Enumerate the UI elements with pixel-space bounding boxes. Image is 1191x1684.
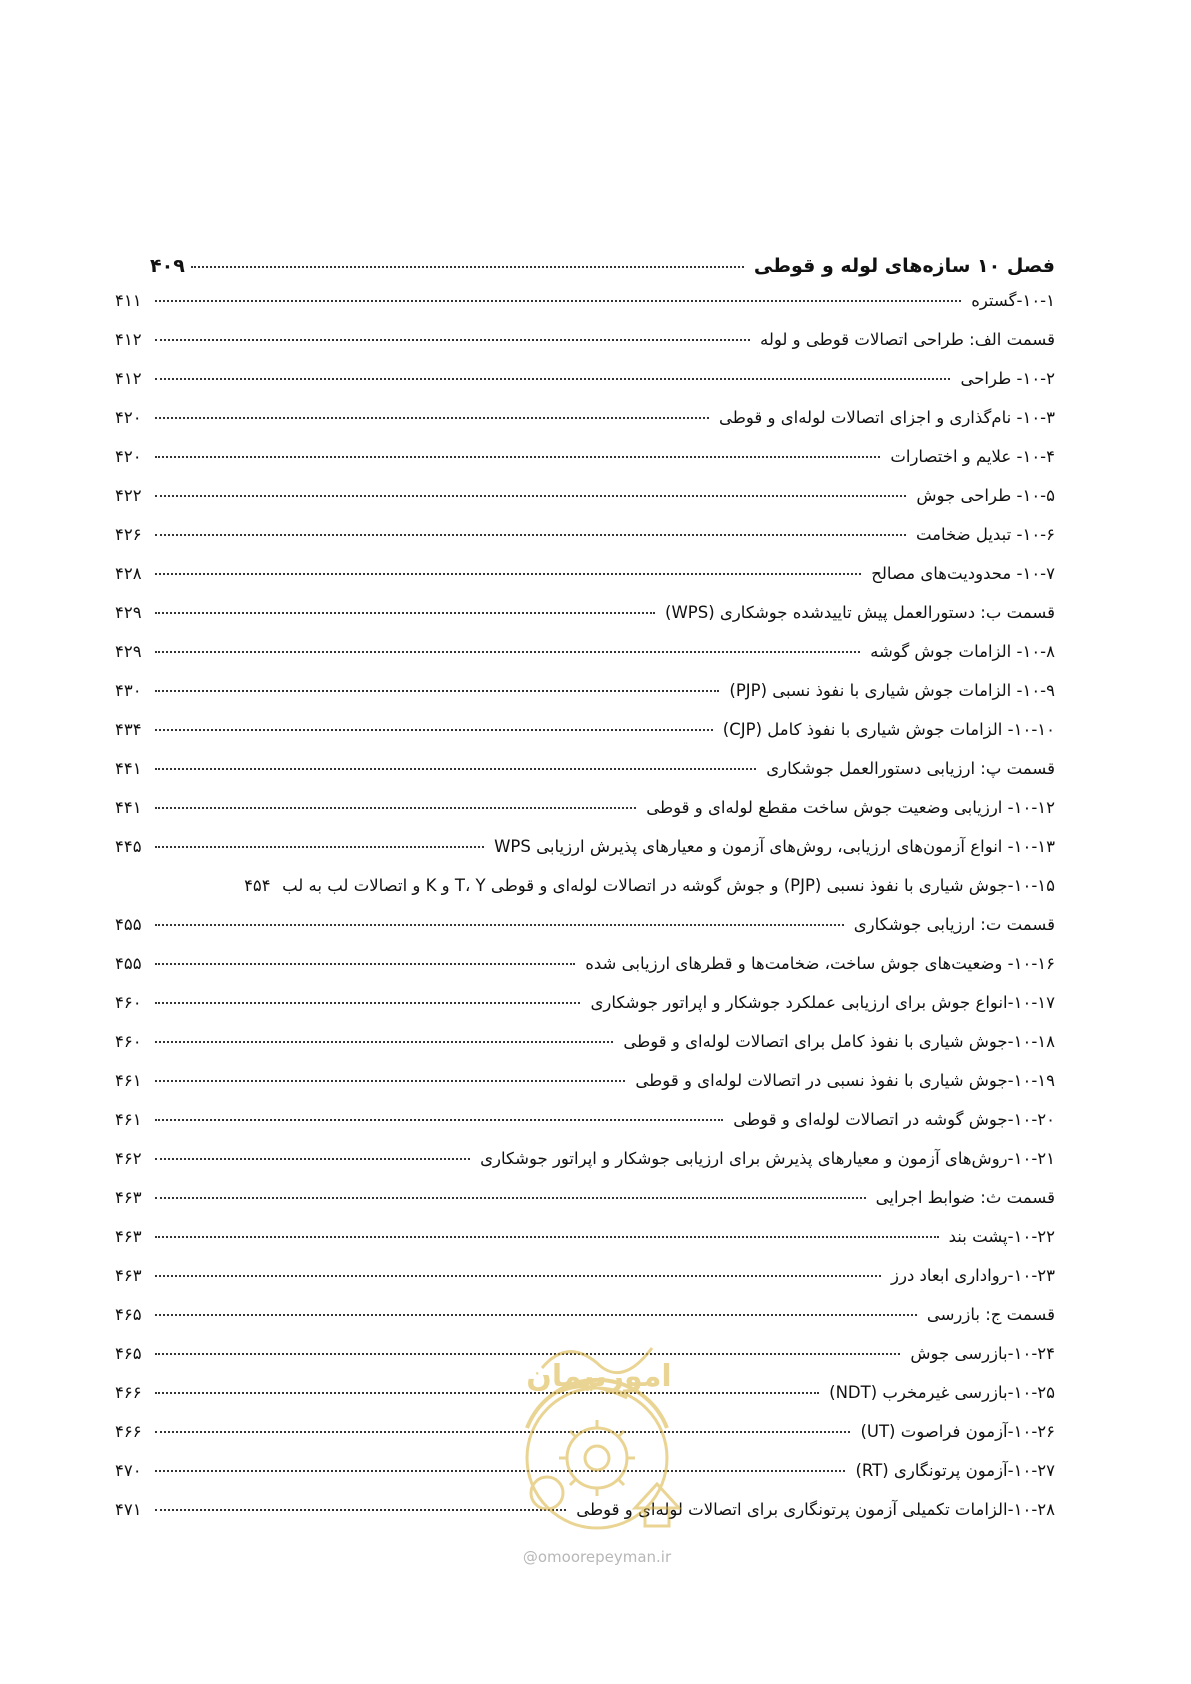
toc-entry-page-number: ۴۶۰ [115, 993, 142, 1012]
toc-entry-title: ۱۰-۴- علایم و اختصارات [890, 447, 1055, 466]
dot-leader [155, 339, 750, 341]
dot-leader [155, 807, 636, 809]
dot-leader [155, 495, 906, 497]
toc-entry[interactable] [115, 798, 1055, 837]
toc-entry-title: ۱۰-۸- الزامات جوش گوشه [870, 642, 1055, 661]
dot-leader [155, 729, 713, 731]
dot-leader [155, 1197, 866, 1199]
chapter-title: فصل ۱۰ سازه‌های لوله و قوطی [753, 255, 1055, 277]
toc-entry-page-number: ۴۵۵ [115, 915, 142, 934]
toc-entry-title: ۱۰-۱۵-جوش شیاری با نفوذ نسبی (PJP) و جوش گوشه در اتصالات لوله‌ای و قوطی T، Y و K و اتصالات لب به لب [282, 876, 1055, 895]
toc-entry-title: ۱۰-۱۶- وضعیت‌های جوش ساخت، ضخامت‌ها و قطرهای ارزیابی شده [585, 954, 1055, 973]
toc-entry-page-number: ۴۲۹ [115, 642, 142, 661]
toc-entry-title: ۱۰-۲۵-بازرسی غیرمخرب (NDT) [829, 1383, 1055, 1402]
toc-entry-page-number: ۴۴۱ [115, 759, 142, 778]
toc-entry-title: قسمت ت: ارزیابی جوشکاری [853, 915, 1055, 934]
dot-leader [155, 534, 906, 536]
toc-entry[interactable] [115, 915, 1055, 954]
toc-entry[interactable] [115, 291, 1055, 330]
toc-entry-page-number: ۴۷۱ [115, 1500, 142, 1519]
toc-entry[interactable] [115, 681, 1055, 720]
toc-entry-page-number: ۴۳۰ [115, 681, 142, 700]
toc-entry-page-number: ۴۶۰ [115, 1032, 142, 1051]
watermark-logo-text: امورپیمان [526, 1359, 672, 1394]
toc-entry[interactable] [115, 720, 1055, 759]
toc-entry-title: ۱۰-۲۳-رواداری ابعاد درز [891, 1266, 1055, 1285]
toc-entry-page-number: ۴۶۳ [115, 1188, 142, 1207]
toc-entry-page-number: ۴۲۰ [115, 447, 142, 466]
toc-entry[interactable] [115, 564, 1055, 603]
dot-leader [155, 1002, 580, 1004]
dot-leader [155, 300, 961, 302]
dot-leader [155, 417, 709, 419]
toc-entry[interactable] [115, 837, 1055, 876]
toc-entry[interactable] [115, 1188, 1055, 1227]
toc-entry-page-number: ۴۵۴ [244, 876, 271, 895]
toc-entry-title: ۱۰-۱۳- انواع آزمون‌های ارزیابی، روش‌های آزمون و معیارهای پذیرش ارزیابی WPS [494, 837, 1055, 856]
dot-leader [155, 612, 655, 614]
toc-entry-title: ۱۰-۱-گستره [971, 291, 1055, 310]
toc-entry-title: قسمت پ: ارزیابی دستورالعمل جوشکاری [766, 759, 1055, 778]
toc-entry[interactable] [115, 1149, 1055, 1188]
toc-entry-title: ۱۰-۱۸-جوش شیاری با نفوذ کامل برای اتصالات لوله‌ای و قوطی [623, 1032, 1055, 1051]
toc-entry-page-number: ۴۱۲ [115, 369, 142, 388]
toc-entry-title: ۱۰-۱۹-جوش شیاری با نفوذ نسبی در اتصالات لوله‌ای و قوطی [635, 1071, 1055, 1090]
toc-entry[interactable] [115, 408, 1055, 447]
toc-entry-page-number: ۴۴۱ [115, 798, 142, 817]
toc-entry-title: ۱۰-۲۷-آزمون پرتونگاری (RT) [855, 1461, 1055, 1480]
toc-entry[interactable] [115, 1227, 1055, 1266]
toc-entry-page-number: ۴۳۴ [115, 720, 142, 739]
toc-entry-title: ۱۰-۹- الزامات جوش شیاری با نفوذ نسبی (PJP) [729, 681, 1055, 700]
toc-entry[interactable] [115, 447, 1055, 486]
toc-entry-title: ۱۰-۲- طراحی [960, 369, 1055, 388]
toc-entry-page-number: ۴۲۸ [115, 564, 142, 583]
toc-entry-page-number: ۴۵۵ [115, 954, 142, 973]
toc-entry-title: قسمت ب: دستورالعمل پیش تاییدشده جوشکاری (WPS) [665, 603, 1055, 622]
dot-leader [155, 378, 950, 380]
toc-entry-title: ۱۰-۶- تبدیل ضخامت [915, 525, 1055, 544]
watermark-logo [487, 1308, 707, 1558]
toc-entry-page-number: ۴۴۵ [115, 837, 142, 856]
dot-leader [155, 963, 575, 965]
dot-leader [155, 1236, 939, 1238]
toc-entry-page-number: ۴۱۲ [115, 330, 142, 349]
dot-leader [155, 1080, 625, 1082]
toc-entry[interactable] [115, 1071, 1055, 1110]
toc-entry-page-number: ۴۶۱ [115, 1110, 142, 1129]
toc-entry-page-number: ۴۲۰ [115, 408, 142, 427]
toc-entry-page-number: ۴۱۱ [115, 291, 142, 310]
toc-entry-title: ۱۰-۱۲- ارزیابی وضعیت جوش ساخت مقطع لوله‌ای و قوطی [646, 798, 1055, 817]
toc-entry-title: ۱۰-۱۷-انواع جوش برای ارزیابی عملکرد جوشکار و اپراتور جوشکاری [590, 993, 1055, 1012]
toc-entry-page-number: ۴۲۹ [115, 603, 142, 622]
watermark-url: @omoorepeyman.ir [522, 1548, 672, 1566]
toc-entry-page-number: ۴۶۲ [115, 1149, 142, 1168]
toc-entry-page-number: ۴۶۱ [115, 1071, 142, 1090]
chapter-page-number: ۴۰۹ [150, 255, 185, 277]
toc-entry-page-number: ۴۶۳ [115, 1266, 142, 1285]
toc-entry-title: ۱۰-۳- نام‌گذاری و اجزای اتصالات لوله‌ای و قوطی [718, 408, 1055, 427]
toc-entry[interactable] [115, 759, 1055, 798]
toc-entry-page-number: ۴۶۶ [115, 1422, 142, 1441]
dot-leader [155, 1119, 723, 1121]
toc-entry-page-number: ۴۲۶ [115, 525, 142, 544]
dot-leader [155, 768, 756, 770]
dot-leader [155, 651, 860, 653]
toc-entry[interactable] [75, 876, 1055, 915]
toc-entry-title: ۱۰-۲۲-پشت بند [948, 1227, 1055, 1246]
dot-leader [155, 1275, 881, 1277]
toc-entry-title: ۱۰-۲۶-آزمون فراصوت (UT) [860, 1422, 1055, 1441]
dot-leader [155, 1041, 613, 1043]
toc-entry-title: قسمت الف: طراحی اتصالات قوطی و لوله [760, 330, 1055, 349]
dot-leader [191, 266, 744, 268]
toc-entry-page-number: ۴۶۵ [115, 1344, 142, 1363]
toc-entry[interactable] [115, 603, 1055, 642]
toc-entry-page-number: ۴۷۰ [115, 1461, 142, 1480]
toc-entry[interactable] [115, 993, 1055, 1032]
chapter-heading-row[interactable] [115, 255, 1055, 291]
toc-entry[interactable] [115, 1266, 1055, 1305]
toc-entry-title: ۱۰-۷- محدودیت‌های مصالح [871, 564, 1055, 583]
toc-entry[interactable] [115, 642, 1055, 681]
toc-entry-title: ۱۰-۲۰-جوش گوشه در اتصالات لوله‌ای و قوطی [733, 1110, 1055, 1129]
toc-entry[interactable] [115, 369, 1055, 408]
toc-entry[interactable] [115, 525, 1055, 564]
toc-entry-page-number: ۴۲۲ [115, 486, 142, 505]
toc-entry-title: ۱۰-۲۸-الزامات تکمیلی آزمون پرتونگاری برای اتصالات لوله‌ای و قوطی [576, 1500, 1055, 1519]
dot-leader [155, 1158, 470, 1160]
dot-leader [155, 924, 844, 926]
toc-entry-title: ۱۰-۱۰- الزامات جوش شیاری با نفوذ کامل (CJP) [722, 720, 1055, 739]
toc-entry-page-number: ۴۶۳ [115, 1227, 142, 1246]
dot-leader [155, 846, 484, 848]
toc-entry-title: قسمت ث: ضوابط اجرایی [875, 1188, 1055, 1207]
toc-entry-page-number: ۴۶۵ [115, 1305, 142, 1324]
toc-entry-title: ۱۰-۲۱-روش‌های آزمون و معیارهای پذیرش برای ارزیابی جوشکار و اپراتور جوشکاری [480, 1149, 1055, 1168]
dot-leader [155, 456, 880, 458]
dot-leader [155, 690, 719, 692]
toc-entry[interactable] [115, 1110, 1055, 1149]
toc-entry-title: ۱۰-۵- طراحی جوش [916, 486, 1055, 505]
toc-entry[interactable] [115, 330, 1055, 369]
toc-entry-page-number: ۴۶۶ [115, 1383, 142, 1402]
toc-entry[interactable] [115, 1032, 1055, 1071]
dot-leader [155, 573, 861, 575]
toc-entry-title: ۱۰-۲۴-بازرسی جوش [910, 1344, 1055, 1363]
toc-entry-title: قسمت ج: بازرسی [926, 1305, 1055, 1324]
toc-entry[interactable] [115, 486, 1055, 525]
toc-entry[interactable] [115, 954, 1055, 993]
